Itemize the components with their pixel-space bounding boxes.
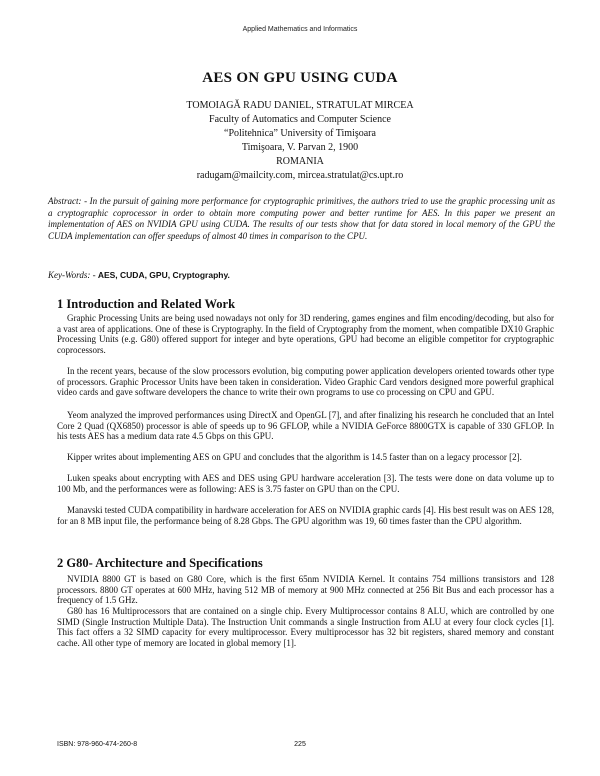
affiliation-address: Timişoara, V. Parvan 2, 1900 — [241, 142, 359, 153]
affiliation-faculty: Faculty of Automatics and Computer Science — [209, 114, 391, 125]
author-emails: radugam@mailcity.com, mircea.stratulat@cs.upt.ro — [196, 170, 404, 181]
paper-title: AES ON GPU USING CUDA — [202, 70, 398, 86]
affiliation-university: “Politehnica” University of Timişoara — [224, 128, 376, 139]
running-head: Applied Mathematics and Informatics — [242, 26, 358, 33]
abstract: Abstract: - In the pursuit of gaining more performance for cryptographic primitives, the authors tried to use the graphic processing unit as a cryptographic coprocessor in order to obtain more computing power and better runtime for AES. In this paper we present an implementation of AES on NVIDIA GPU using CUDA. The results of our tests show that for data stored in local memory of the GPU the CUDA implementation can offer speedups of almost 40 times in comparison to the CPU. — [48, 196, 555, 241]
section-1-paragraph-5: Luken speaks about encrypting with AES and DES using GPU hardware acceleration [3]. The tests were done on data volume up to 100 Mb, and the performances were as following: AES is 3.75 faster on GPU than on the CPU. — [57, 473, 554, 494]
section-2-paragraph-2: G80 has 16 Multiprocessors that are contained on a single chip. Every Multiprocessor contains 8 ALU, which are controlled by one SIMD (Single Instruction Multiple Data). The Instruction Unit commands a single Instruction from ALU at every four clock cycles [1]. This fact offers a 32 SIMD capacity for every multiprocessor. Every multiprocessor has 32 bit registers, shared memory and constant cache. All other type of memory are located in global memory [1]. — [57, 606, 554, 648]
author-block — [0, 99, 600, 183]
keywords-label: Key-Words: - — [48, 270, 98, 280]
affiliation-country: ROMANIA — [276, 156, 324, 167]
footer-page-number: 225 — [294, 741, 306, 748]
section-1-paragraph-6: Manavski tested CUDA compatibility in hardware acceleration for AES on NVIDIA graphic cards [4]. His best result was on AES 128, for an 8 MB input file, the performance being of 8.28 Gbps. The GPU algorithm was 19, 60 times faster than the CPU algorithm. — [57, 505, 554, 526]
section-2-heading: 2 G80- Architecture and Specifications — [57, 556, 263, 570]
section-1-paragraph-3: Yeom analyzed the improved performances using DirectX and OpenGL [7], and after finalizing his research he concluded that an Intel Core 2 Quad (QX6850) processor is able of speeds up to 96 GFLOP, while a NVIDIA GeForce 8800GTX is capable of 330 GFLOP. In his tests AES has a medium data rate 4.5 Gbps on this GPU. — [57, 410, 554, 442]
section-1-paragraph-1: Graphic Processing Units are being used nowadays not only for 3D rendering, games engines and film encoding/decoding, but also for a vast area of applications. One of these is Cryptography. In the field of Cryptography from the moment, when compatible DX10 Graphic Processing Units (e.g. G80) offered support for integer and byte operations, GPU had become an eligible competitor for cryptographic coprocessors. — [57, 313, 554, 355]
footer-isbn: ISBN: 978-960-474-260-8 — [57, 741, 138, 748]
section-1-heading: 1 Introduction and Related Work — [57, 297, 236, 311]
keywords — [48, 270, 555, 280]
section-1-paragraph-4: Kipper writes about implementing AES on GPU and concludes that the algorithm is 14.5 faster than on a legacy processor [2]. — [67, 452, 522, 462]
section-1-paragraph-2: In the recent years, because of the slow processors evolution, big computing power application developers oriented towards other type of processors. Graphic Processor Units have been taken in consideration. Video Graphic Card vendors designed more powerful graphical video cards and gave software developers the chance to write their own programs to use co processing on CPU and GPU. — [57, 366, 554, 398]
author-names: TOMOIAGĂ RADU DANIEL, STRATULAT MIRCEA — [186, 100, 414, 111]
keywords-values: AES, CUDA, GPU, Cryptography. — [97, 270, 230, 280]
section-2-paragraph-1: NVIDIA 8800 GT is based on G80 Core, which is the first 65nm NVIDIA Kernel. It contains 754 millions transistors and 128 processors. 8800 GT operates at 600 MHz, having 512 MB of memory at 900 MHz connected at 256 Bit Bus and each processor has a frequency of 1.5 GHz. — [57, 574, 554, 606]
